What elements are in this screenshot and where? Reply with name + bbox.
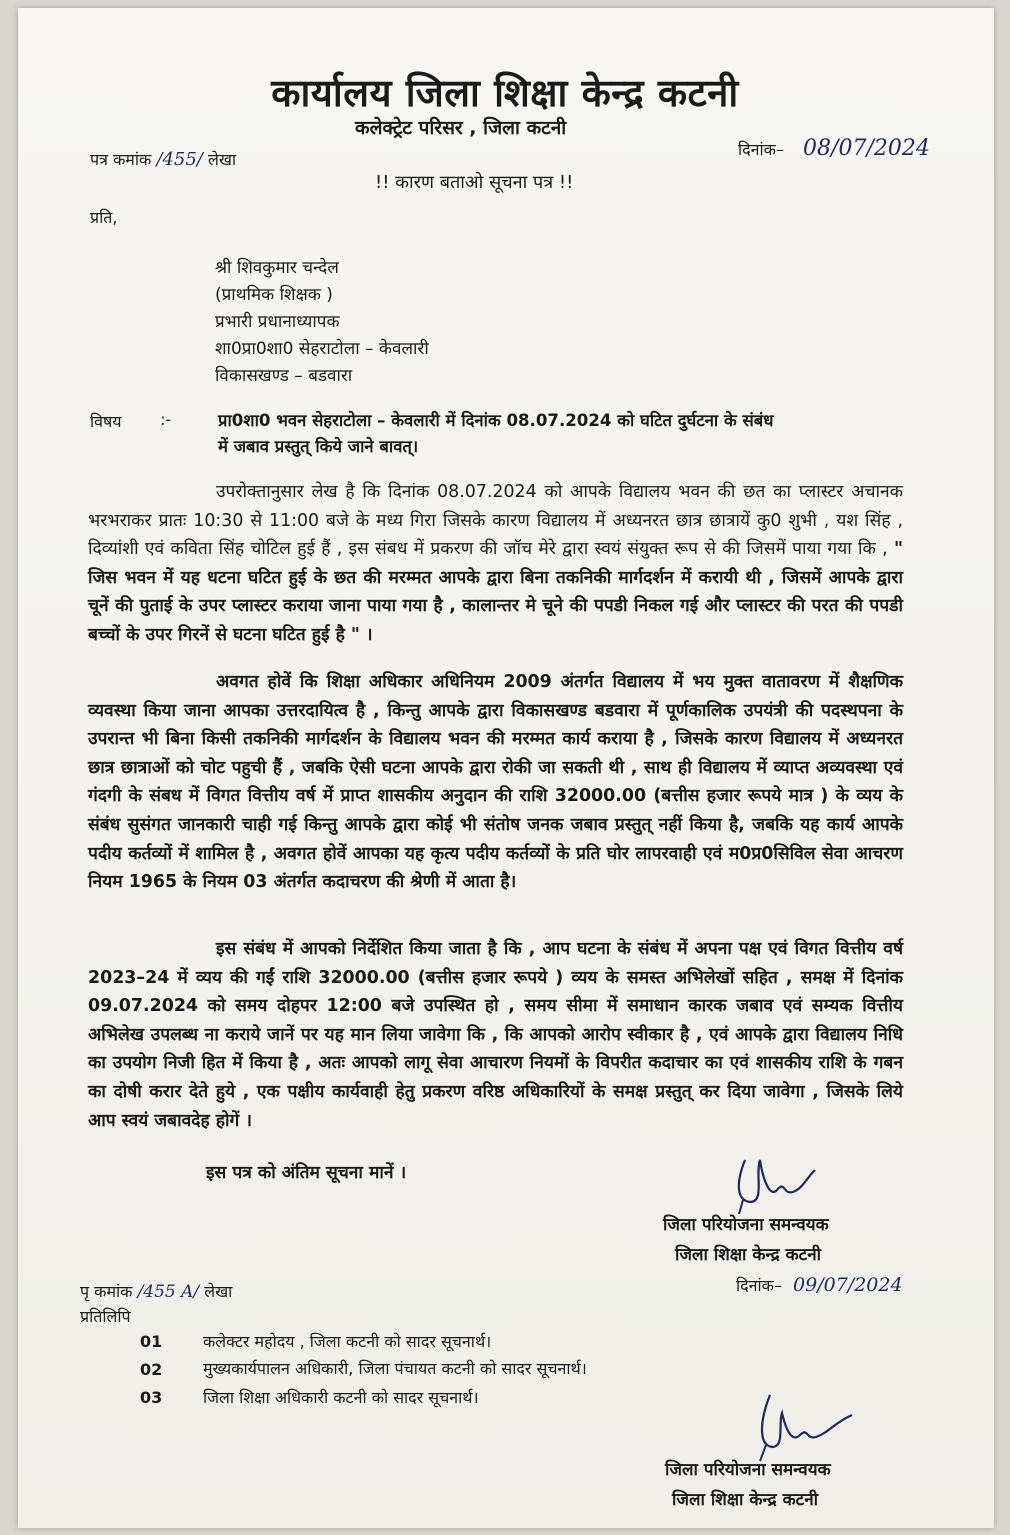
to-label: प्रति, <box>90 208 118 227</box>
signature-2-designation: जिला परियोजना समन्वयक <box>665 1460 831 1480</box>
copy-label: प्रतिलिपि <box>80 1307 131 1326</box>
paragraph-1-quote: " जिस भवन में यह धटना घटित हुई के छत की मरम्मत आपके द्वारा बिना तकनिकी मार्गदर्शन में करायी थी , जिसमें आपके द्वारा चूनें की पुताई के उपर प्लास्टर कराया जाना पाया गया है , कालान्तर मे चूने की पपडी निकल गई और प्लास्टर की परत की पपडी बच्चों के उपर गिरनें से घटना घटित हुई है " । <box>88 539 903 645</box>
date-handwritten: 08/07/2024 <box>803 136 930 161</box>
recipient-designation: (प्राथमिक शिक्षक ) <box>215 285 333 305</box>
paragraph-1-text: उपरोक्तानुसार लेख है कि दिनांक 08.07.2024 को आपके विद्यालय भवन की छत का प्लास्टर अचानक भरभराकर प्रातः 10:30 से 11:00 बजे के मध्य गिरा जिसके कारण विद्यालय में अध्यनरत छात्र छात्रायें कु0 शुभी , यश सिंह , दिव्यांशी एवं कविता सिंह चोटिल हुई हैं , इस संबध में प्रकरण की जॉच मेरे द्वारा स्वयं संयुक्त रूप से की जिसमें पाया गया कि , <box>88 482 903 560</box>
signature-2-office: जिला शिक्षा केन्द्र कटनी <box>672 1490 819 1510</box>
body-paragraph-4: इस पत्र को अंतिम सूचना मानें । <box>206 1163 407 1183</box>
cc-text-1: कलेक्टर महोदय , जिला कटनी को सादर सूचनार्थ। <box>203 1332 492 1351</box>
ref-label: पत्र कमांक <box>90 150 152 169</box>
date-label: दिनांक– <box>738 140 784 159</box>
cc-text-2: मुख्यकार्यपालन अधिकारी, जिला पंचायत कटनी को सादर सूचनार्थ। <box>203 1359 587 1378</box>
body-paragraph-2: अवगत होवें कि शिक्षा अधिकार अधिनियम 2009 अंतर्गत विद्यालय में भय मुक्त वातावरण में शैक्षणिक व्यवस्था किया जाना आपका उत्तरदायित्व है , किन्तु आपके द्वारा विकासखण्ड बडवारा में पूर्णकालिक उपयंत्री की पदस्थपना के उपरान्त भी बिना किसी तकनिकी मार्गदर्शन के विद्यालय भवन की मरम्मत कार्य कराया है , जिसके कारण विद्यालय में अध्यनरत छात्र छात्राओं को चोट पहुची हैं , जबकि ऐसी घटना आपके द्वारा रोकी जा सकती थी , साथ ही विद्यालय में व्याप्त अव्यवस्था एवं गंदगी के संबध में विगत वित्तीय वर्ष में प्राप्त शासकीय अनुदान की राशि 32000.00 (बत्तीस हजार रूपये मात्र ) के व्यय के संबंध सुसंगत जानकारी चाही गई किन्तु आपके द्वारा कोई भी संतोष जनक जबाव प्रस्तुत् नहीं किया है, जबकि यह कार्य आपके पदीय कर्तव्यों में शामिल है , अवगत होवें आपका यह कृत्य पदीय कर्तव्यों के प्रति घोर लापरवाही एवं म0प्र0सिविल सेवा आचरण नियम 1965 के नियम 03 अंतर्गत कदाचरण की श्रेणी में आता है। <box>88 672 903 893</box>
notice-title: !! कारण बताओ सूचना पत्र !! <box>375 172 574 193</box>
recipient-name: श्री शिवकुमार चन्देल <box>215 258 339 278</box>
signature-1-scribble <box>715 1140 835 1220</box>
sig-date-label: दिनांक– <box>736 1276 782 1295</box>
recipient-block: विकासखण्ड – बडवारा <box>215 366 353 386</box>
office-address: कलेक्ट्रेट परिसर , जिला कटनी <box>355 117 567 139</box>
endorsement-ref-suffix: लेखा <box>204 1282 233 1301</box>
endorsement-reference <box>80 1280 232 1302</box>
signature-1-office: जिला शिक्षा केन्द्र कटनी <box>675 1245 822 1265</box>
subject-line-2: में जबाव प्रस्तुत् किये जाने बावत्। <box>218 437 419 456</box>
recipient-role: प्रभारी प्रधानाध्यापक <box>215 312 340 332</box>
cc-number-2: 02 <box>140 1360 163 1379</box>
cc-text-3: जिला शिक्षा अधिकारी कटनी को सादर सूचनार्थ। <box>203 1388 479 1407</box>
body-paragraph-3: इस संबंध में आपको निर्देशित किया जाता है कि , आप घटना के संबंध में अपना पक्ष एवं विगत वित्तीय वर्ष 2023–24 में व्यय की गईं राशि 32000.00 (बत्तीस हजार रूपये ) व्यय के समस्त अभिलेखों सहित , समक्ष में दिनांक 09.07.2024 को समय दोहपर 12:00 बजे उपस्थित हो , समय सीमा में समाधान कारक जबाव एवं सम्यक वित्तीय अभिलेख उपलब्ध ना कराये जानें पर यह मान लिया जावेगा कि , कि आपको आरोप स्वीकार है , एवं आपके द्वारा विद्यालय निधि का उपयोग निजी हित में किया है , अतः आपको लागू सेवा आचारण नियमों के विपरीत कदाचार का एवं शासकीय राशि के गबन का दोषी करार देते हुये , एक पक्षीय कार्यवाही हेतु प्रकरण वरिष्ठ अधिकारियों के समक्ष प्रस्तुत् कर दिया जावेगा , जिसके लिये आप स्वयं जबावदेह होगें । <box>88 939 903 1131</box>
office-title: कार्यालय जिला शिक्षा केन्द्र कटनी <box>271 71 739 115</box>
signature-2-scribble <box>730 1385 860 1465</box>
body-paragraph-1 <box>88 478 903 650</box>
ref-suffix: लेखा <box>207 150 237 169</box>
letter-date <box>738 136 930 161</box>
endorsement-ref-number: /455 A/ <box>137 1282 200 1302</box>
subject-line-1: प्रा0शा0 भवन सेहराटोला – केवलारी में दिनांक 08.07.2024 को घटित दुर्घटना के संबंध <box>218 411 774 430</box>
subject-separator: :- <box>160 410 172 429</box>
signature-1-date <box>736 1274 903 1296</box>
cc-number-3: 03 <box>140 1388 163 1407</box>
sig-date-handwritten: 09/07/2024 <box>793 1274 903 1296</box>
recipient-school: शा0प्रा0शा0 सेहराटोला – केवलारी <box>215 339 429 359</box>
endorsement-ref-label: पृ कमांक <box>80 1282 133 1301</box>
cc-number-1: 01 <box>140 1332 163 1351</box>
subject-label: विषय <box>90 412 122 431</box>
reference-number <box>90 148 236 170</box>
signature-1-designation: जिला परियोजना समन्वयक <box>663 1215 829 1235</box>
ref-number-handwritten: /455/ <box>156 149 203 170</box>
